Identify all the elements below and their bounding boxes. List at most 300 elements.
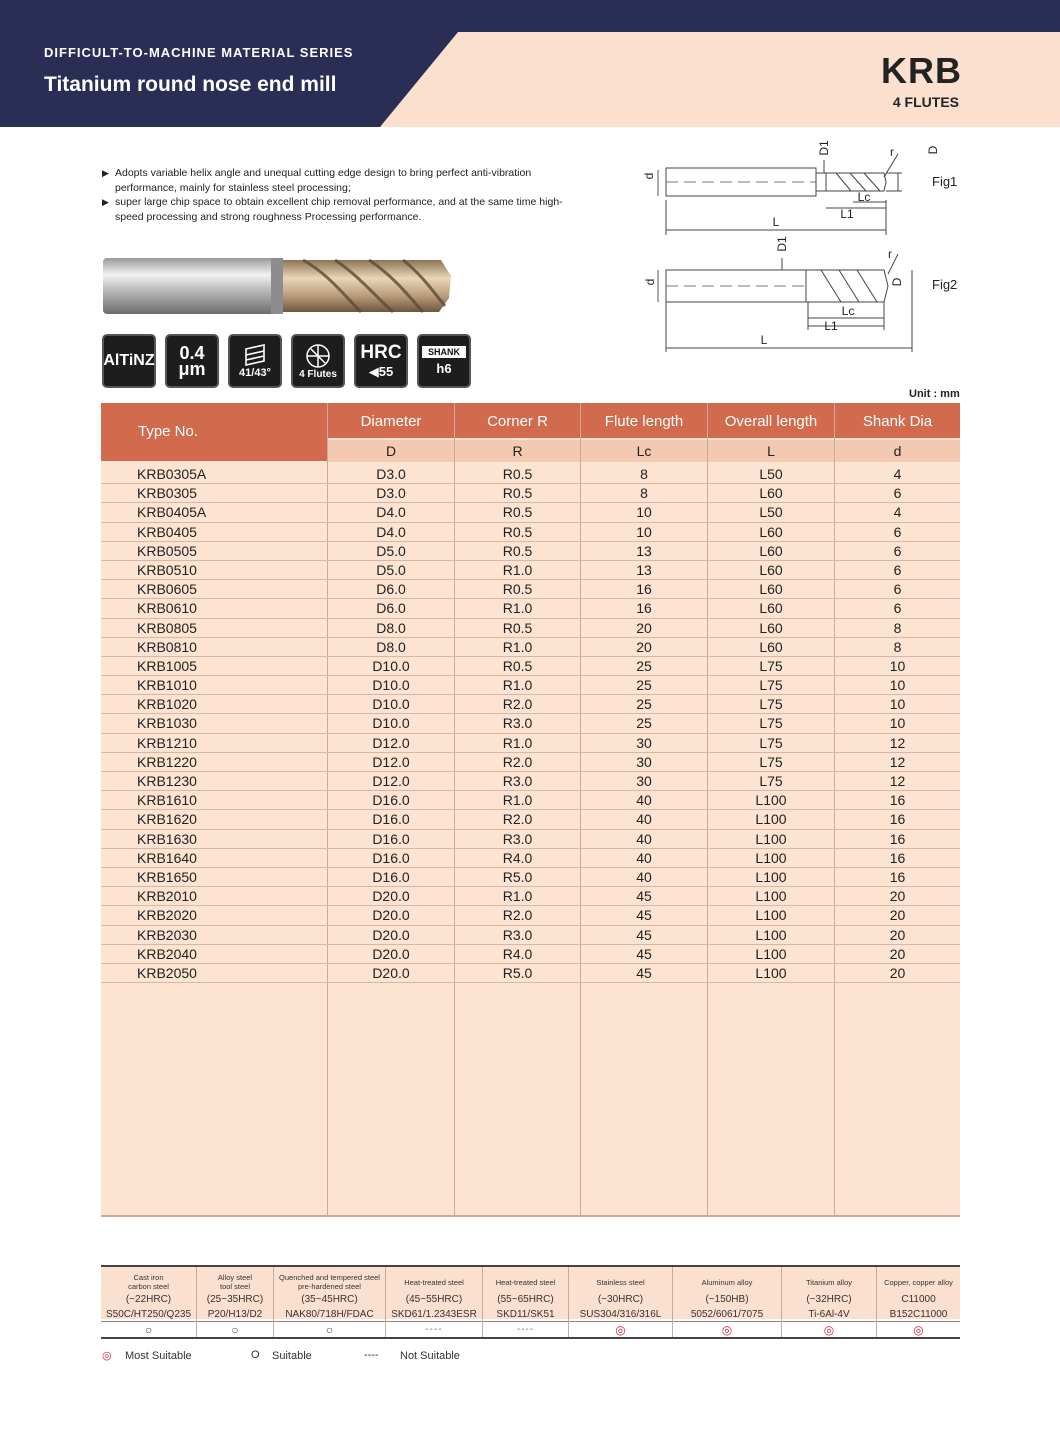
header-symbol-r: R (455, 440, 580, 462)
table-row (101, 926, 960, 945)
material-hardness: (~150HB) (705, 1294, 749, 1305)
corner-r-cell: R3.0 (502, 773, 533, 789)
diameter-cell: D16.0 (372, 868, 410, 885)
fig1-neck-dia-label: D1 (817, 140, 831, 156)
table-row (101, 849, 960, 868)
header-type-no: Type No. (101, 403, 327, 461)
material-grades: SKD11/SK51 (496, 1309, 555, 1320)
helix-icon (242, 343, 268, 367)
shank-dia-cell: 16 (889, 849, 906, 866)
table-row (101, 657, 960, 676)
header-overall-length: Overall length (708, 403, 834, 438)
shank-dia-cell: 12 (889, 753, 906, 770)
overall-length-cell: L100 (755, 868, 787, 885)
material-column (101, 1267, 197, 1337)
type-no-cell: KRB0810 (137, 638, 197, 655)
table-row (101, 542, 960, 561)
material-grades: SUS304/316/316L (579, 1309, 662, 1320)
type-no-cell: KRB0305A (137, 466, 207, 482)
fig1-lc-label: Lc (857, 190, 871, 204)
table-row (101, 830, 960, 849)
overall-length-cell: L100 (755, 888, 787, 905)
feature-item: ▶ super large chip space to obtain excellent chip removal performance, and at the same time high-speed processing and strong roughness Processing performance. (102, 195, 572, 224)
flute-length-cell: 30 (636, 773, 652, 789)
suitable-symbol: O (251, 1349, 260, 1361)
suitability-symbol: ◎ (615, 1323, 626, 1337)
material-name-line: pre-hardened steel (298, 1282, 361, 1291)
material-name-line: Heat-treated steel (404, 1277, 464, 1287)
shank-dia-cell: 16 (889, 811, 906, 828)
spec-badges (102, 334, 471, 388)
flute-length-cell: 8 (640, 485, 648, 502)
material-column (274, 1267, 386, 1337)
corner-r-cell: R4.0 (502, 849, 533, 866)
table-row (101, 695, 960, 714)
material-name-line: carbon steel (128, 1282, 169, 1291)
shank-dia-cell: 16 (889, 792, 906, 809)
table-row (101, 887, 960, 906)
diameter-cell: D4.0 (376, 504, 406, 521)
flute-length-cell: 40 (636, 830, 652, 847)
flute-length-cell: 13 (636, 542, 652, 559)
diameter-cell: D20.0 (372, 907, 410, 924)
corner-r-cell: R3.0 (502, 926, 533, 943)
material-name (386, 1271, 482, 1293)
overall-length-cell: L100 (755, 811, 787, 828)
suitability-symbol: ◎ (913, 1323, 924, 1337)
feature-item: ▶ Adopts variable helix angle and unequal cutting edge design to bring perfect anti-vibration performance, mainly for stainless steel processing; (102, 166, 572, 195)
corner-r-cell: R2.0 (502, 811, 533, 828)
flute-length-cell: 30 (636, 753, 652, 770)
flute-length-cell: 45 (636, 888, 652, 905)
suitability-symbol: ○ (231, 1323, 239, 1337)
material-suitability (101, 1265, 960, 1339)
suitability-symbol: ◎ (721, 1323, 733, 1337)
overall-length-cell: L100 (755, 849, 787, 866)
diameter-cell: D16.0 (372, 792, 410, 809)
suitability-symbol: ---- (516, 1324, 535, 1335)
overall-length-cell: L75 (759, 753, 783, 770)
corner-r-cell: R2.0 (502, 753, 533, 770)
flute-length-cell: 45 (636, 907, 652, 924)
suitability-symbol: ---- (425, 1324, 443, 1335)
diameter-cell: D20.0 (372, 926, 410, 943)
overall-length-cell: L100 (755, 792, 787, 809)
material-hardness: (~22HRC) (125, 1294, 172, 1305)
material-grades: S50C/HT250/Q235 (105, 1309, 192, 1320)
shank-dia-cell: 20 (889, 945, 906, 962)
flute-length-cell: 40 (636, 792, 652, 809)
flute-cross-icon (304, 343, 332, 369)
spec-table (101, 403, 960, 1217)
diameter-cell: D8.0 (376, 638, 406, 655)
diameter-cell: D12.0 (372, 773, 410, 789)
table-row (101, 503, 960, 522)
shank-dia-cell: 4 (893, 466, 902, 482)
material-name-line: Cast iron (133, 1273, 164, 1282)
overall-length-cell: L75 (759, 773, 783, 789)
corner-r-cell: R0.5 (502, 619, 533, 636)
corner-r-cell: R1.0 (502, 600, 533, 617)
header-symbol-shank: d (835, 440, 960, 462)
table-row (101, 580, 960, 599)
corner-r-cell: R5.0 (502, 868, 533, 885)
not-suitable-symbol: ---- (364, 1349, 379, 1361)
overall-length-cell: L75 (759, 734, 783, 751)
flutes-label: 4 Flutes (299, 368, 337, 380)
hrc-value: 55 (378, 364, 394, 379)
fig2-drawing (643, 236, 957, 352)
corner-r-cell: R1.0 (502, 888, 533, 905)
material-grades: 5052/6061/7075 (690, 1309, 764, 1320)
unit-note: Unit : mm (909, 388, 960, 400)
shank-dia-cell: 10 (889, 696, 906, 713)
table-row (101, 810, 960, 829)
coating-badge (102, 334, 156, 388)
helix-angle: 41/43° (239, 367, 271, 379)
corner-r-cell: R1.0 (502, 677, 533, 694)
header-symbol-lc: Lc (581, 440, 707, 462)
material-name-line: Aluminum alloy (701, 1277, 753, 1287)
type-no-cell: KRB1220 (137, 753, 197, 770)
flute-length-cell: 40 (636, 849, 652, 866)
product-title: Titanium round nose end mill (44, 73, 337, 96)
most-suitable-symbol: ◎ (102, 1350, 112, 1362)
flutes-badge (291, 334, 345, 388)
type-no-cell: KRB1230 (137, 773, 197, 789)
shank-dia-cell: 12 (889, 773, 906, 789)
hardness-badge (354, 334, 408, 388)
diameter-cell: D20.0 (372, 888, 410, 905)
corner-r-cell: R1.0 (502, 734, 533, 751)
material-hardness: (~30HRC) (597, 1294, 644, 1305)
flute-length-cell: 16 (636, 581, 652, 598)
shank-dia-cell: 6 (893, 561, 902, 578)
type-no-cell: KRB2010 (137, 888, 197, 905)
shank-dia-cell: 10 (889, 677, 906, 694)
type-no-cell: KRB0605 (137, 581, 197, 598)
shank-dia-cell: 10 (889, 715, 906, 732)
shank-dia-cell: 8 (893, 619, 902, 636)
flute-length-cell: 40 (636, 811, 652, 828)
diameter-cell: D3.0 (376, 466, 406, 482)
flute-length-cell: 40 (636, 868, 652, 885)
table-row (101, 734, 960, 753)
overall-length-cell: L100 (755, 964, 787, 981)
table-row (101, 484, 960, 503)
dimension-drawing (636, 140, 976, 358)
corner-r-cell: R0.5 (502, 657, 533, 674)
suitability-symbol: ○ (144, 1323, 153, 1337)
flute-length-cell: 25 (636, 677, 652, 694)
shank-dia-cell: 16 (889, 868, 906, 885)
overall-length-cell: L60 (759, 638, 783, 655)
corner-r-cell: R0.5 (502, 504, 533, 521)
fig2-dia-label: D (890, 277, 904, 287)
flute-count: 4 FLUTES (892, 94, 959, 110)
table-row (101, 772, 960, 791)
header-symbol-l: L (708, 440, 834, 462)
material-grades: NAK80/718H/FDAC (285, 1309, 374, 1320)
flute-length-cell: 45 (636, 926, 652, 943)
type-no-cell: KRB1620 (137, 811, 197, 828)
diameter-cell: D5.0 (376, 561, 406, 578)
table-row (101, 561, 960, 580)
material-hardness: (45~55HRC) (405, 1294, 463, 1305)
type-no-cell: KRB2030 (137, 926, 197, 943)
diameter-cell: D8.0 (376, 619, 406, 636)
material-column (569, 1267, 673, 1337)
material-grades: B152C11000 (889, 1309, 948, 1320)
shank-dia-cell: 20 (889, 926, 906, 943)
corner-r-cell: R1.0 (502, 792, 533, 809)
diameter-cell: D12.0 (372, 734, 410, 751)
shank-dia-cell: 6 (893, 581, 902, 598)
diameter-cell: D6.0 (376, 600, 406, 617)
material-name (877, 1271, 960, 1293)
helix-badge (228, 334, 282, 388)
material-column (483, 1267, 569, 1337)
flute-length-cell: 25 (636, 657, 652, 674)
diameter-cell: D5.0 (376, 542, 406, 559)
table-row (101, 599, 960, 618)
material-column (877, 1267, 960, 1337)
shank-dia-cell: 8 (893, 638, 902, 655)
table-row (101, 964, 960, 983)
material-name-line: Copper, copper alloy (884, 1277, 953, 1287)
material-name-line: Titanium alloy (806, 1277, 852, 1287)
roughness-unit: μm (178, 359, 206, 379)
fig1-dia-label: D (926, 145, 940, 155)
material-hardness: C11000 (901, 1294, 936, 1305)
shank-dia-cell: 6 (893, 542, 902, 559)
material-grades: P20/H13/D2 (207, 1309, 263, 1320)
type-no-cell: KRB0805 (137, 619, 197, 636)
flute-length-cell: 45 (636, 964, 652, 981)
shank-badge (417, 334, 471, 388)
table-row (101, 868, 960, 887)
fig2-l1-label: L1 (824, 319, 838, 333)
shank-dia-cell: 6 (893, 485, 902, 502)
fig1-l-label: L (772, 215, 780, 229)
material-hardness: (25~35HRC) (206, 1294, 264, 1305)
flute-length-cell: 25 (636, 696, 652, 713)
not-suitable-label: Not Suitable (400, 1350, 460, 1362)
table-row (101, 619, 960, 638)
header-corner-r: Corner R (455, 403, 580, 438)
type-no-cell: KRB1030 (137, 715, 197, 732)
fig1-radius-label: r (890, 145, 894, 159)
diameter-cell: D10.0 (372, 677, 410, 694)
corner-r-cell: R1.0 (502, 561, 533, 578)
type-no-cell: KRB1020 (137, 696, 197, 713)
corner-r-cell: R0.5 (502, 466, 533, 482)
material-name (101, 1271, 196, 1293)
material-name (782, 1271, 876, 1293)
table-row (101, 945, 960, 964)
header-symbol-d: D (328, 440, 454, 462)
material-grades: SKD61/1.2343ESR (391, 1309, 477, 1320)
flute-length-cell: 10 (636, 504, 652, 521)
table-row (101, 465, 960, 484)
overall-length-cell: L60 (759, 485, 783, 502)
overall-length-cell: L75 (759, 677, 783, 694)
shank-tolerance: h6 (436, 361, 452, 376)
overall-length-cell: L60 (759, 600, 783, 617)
type-no-cell: KRB1005 (137, 657, 197, 674)
table-body (101, 465, 960, 983)
hrc-label: HRC (360, 342, 402, 363)
diameter-cell: D10.0 (372, 715, 410, 732)
type-no-cell: KRB1650 (137, 868, 197, 885)
flute-length-cell: 8 (640, 466, 648, 482)
shank-dia-cell: 12 (889, 734, 906, 751)
type-no-cell: KRB0510 (137, 561, 197, 578)
material-column (386, 1267, 483, 1337)
flute-length-cell: 30 (636, 734, 652, 751)
fig1-caption: Fig1 (932, 174, 958, 189)
material-name-line: Stainless steel (596, 1277, 645, 1287)
type-no-cell: KRB1010 (137, 677, 197, 694)
corner-r-cell: R5.0 (502, 964, 533, 981)
shank-dia-cell: 6 (893, 600, 902, 617)
diameter-cell: D20.0 (372, 945, 410, 962)
material-name (274, 1271, 385, 1293)
material-hardness: (35~45HRC) (301, 1294, 358, 1305)
diameter-cell: D16.0 (372, 830, 410, 847)
material-hardness: (~32HRC) (806, 1294, 852, 1305)
roughness-value: 0.4 (179, 343, 205, 363)
diameter-cell: D6.0 (376, 581, 406, 598)
shank-label: SHANK (422, 346, 466, 358)
fig1-drawing (642, 140, 957, 235)
shank-dia-cell: 6 (893, 523, 902, 540)
type-no-cell: KRB0305 (137, 485, 197, 502)
overall-length-cell: L100 (755, 926, 787, 943)
overall-length-cell: L60 (759, 523, 783, 540)
suitability-symbol: ◎ (823, 1323, 835, 1337)
shank-dia-cell: 20 (889, 888, 906, 905)
fig2-radius-label: r (888, 247, 892, 261)
end-mill-image (103, 254, 455, 318)
fig2-caption: Fig2 (932, 277, 958, 292)
flute-length-cell: 16 (636, 600, 652, 617)
less-than-icon: ◀ (368, 364, 379, 379)
table-row (101, 906, 960, 925)
overall-length-cell: L50 (759, 466, 783, 482)
type-no-cell: KRB0505 (137, 542, 197, 559)
type-no-cell: KRB0405A (137, 504, 207, 521)
type-no-cell: KRB1630 (137, 830, 197, 847)
flute-length-cell: 25 (636, 715, 652, 732)
material-name (673, 1271, 781, 1293)
overall-length-cell: L50 (759, 504, 783, 521)
overall-length-cell: L60 (759, 619, 783, 636)
header-flute-length: Flute length (581, 403, 707, 438)
table-row (101, 791, 960, 810)
feature-list (102, 166, 572, 224)
type-no-cell: KRB2020 (137, 907, 197, 924)
table-row (101, 714, 960, 733)
corner-r-cell: R0.5 (502, 542, 533, 559)
overall-length-cell: L60 (759, 581, 783, 598)
overall-length-cell: L100 (755, 945, 787, 962)
flute-length-cell: 20 (636, 638, 652, 655)
shank-dia-cell: 20 (889, 964, 906, 981)
table-bottom-rule (101, 1215, 960, 1217)
header-shank-dia: Shank Dia (835, 403, 960, 438)
diameter-cell: D10.0 (372, 657, 410, 674)
corner-r-cell: R2.0 (502, 907, 533, 924)
shank-dia-cell: 20 (889, 907, 906, 924)
corner-r-cell: R3.0 (502, 715, 533, 732)
material-name (569, 1271, 672, 1293)
shank-dia-cell: 10 (889, 657, 906, 674)
overall-length-cell: L75 (759, 657, 783, 674)
suitable-label: Suitable (272, 1350, 312, 1362)
flute-length-cell: 20 (636, 619, 652, 636)
material-column (782, 1267, 877, 1337)
material-name (483, 1271, 568, 1293)
most-suitable-label: Most Suitable (125, 1350, 192, 1362)
suitability-symbol: ○ (325, 1323, 334, 1337)
series-label: DIFFICULT-TO-MACHINE MATERIAL SERIES (44, 45, 354, 60)
material-name-line: tool steel (219, 1282, 251, 1291)
material-name (197, 1271, 273, 1293)
corner-r-cell: R0.5 (502, 523, 533, 540)
diameter-cell: D10.0 (372, 696, 410, 713)
material-grades: Ti-6Al-4V (808, 1309, 850, 1320)
material-name-line: Alloy steel (217, 1273, 253, 1282)
fig2-l-label: L (760, 333, 768, 347)
material-column (197, 1267, 274, 1337)
fig2-lc-label: Lc (841, 304, 855, 318)
shank-dia-cell: 4 (893, 504, 902, 521)
diameter-cell: D4.0 (376, 523, 406, 540)
material-name-line: Quenched and tempered steel (279, 1273, 380, 1282)
diameter-cell: D16.0 (372, 849, 410, 866)
type-no-cell: KRB0405 (137, 523, 197, 540)
type-no-cell: KRB0610 (137, 600, 197, 617)
overall-length-cell: L60 (759, 542, 783, 559)
product-code: KRB (881, 50, 962, 91)
header-diameter: Diameter (328, 403, 454, 438)
diameter-cell: D12.0 (372, 753, 410, 770)
diameter-cell: D20.0 (372, 964, 410, 981)
type-no-cell: KRB2040 (137, 945, 197, 962)
flute-length-cell: 13 (636, 561, 652, 578)
type-no-cell: KRB1610 (137, 792, 197, 809)
overall-length-cell: L100 (755, 907, 787, 924)
shank-dia-cell: 16 (889, 830, 906, 847)
roughness-badge (165, 334, 219, 388)
fig1-shank-dia-label: d (642, 172, 656, 180)
overall-length-cell: L100 (755, 830, 787, 847)
corner-r-cell: R0.5 (502, 485, 533, 502)
corner-r-cell: R4.0 (502, 945, 533, 962)
table-row (101, 676, 960, 695)
type-no-cell: KRB1210 (137, 734, 197, 751)
corner-r-cell: R1.0 (502, 638, 533, 655)
coating-label: AlTiNZ (103, 352, 155, 369)
type-no-cell: KRB1640 (137, 849, 197, 866)
table-row (101, 638, 960, 657)
corner-r-cell: R2.0 (502, 696, 533, 713)
flute-length-cell: 10 (636, 523, 652, 540)
material-column (673, 1267, 782, 1337)
material-hardness: (55~65HRC) (497, 1294, 554, 1305)
fig1-l1-label: L1 (840, 207, 854, 221)
